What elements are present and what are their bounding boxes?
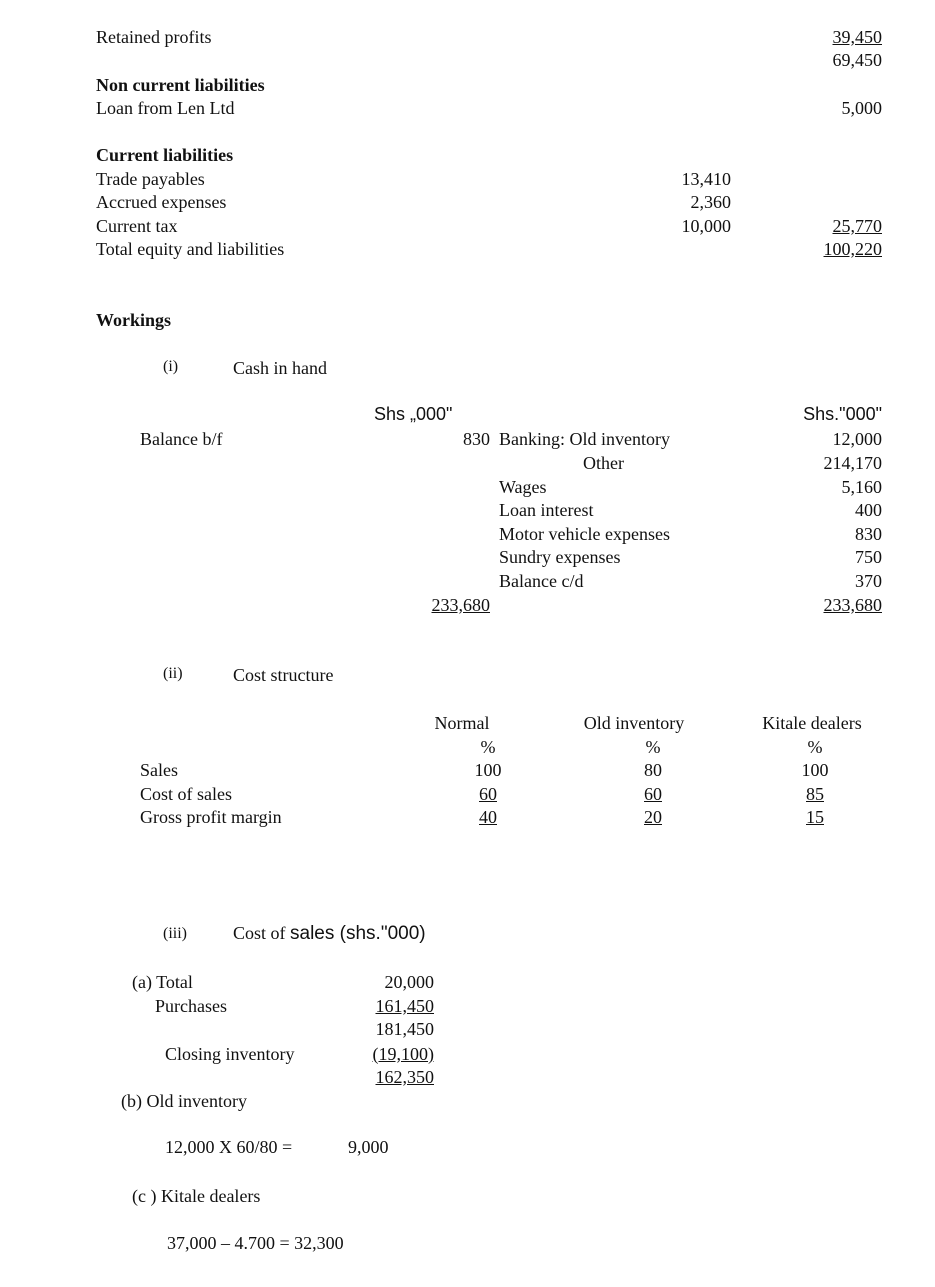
- cash-credit-header: Shs."000": [803, 404, 882, 424]
- percent-unit: %: [480, 737, 496, 757]
- cost-cell: 20: [644, 807, 662, 827]
- cost-of-sales-title: [233, 924, 426, 943]
- non-current-liabilities-heading: Non current liabilities: [96, 75, 265, 95]
- current-tax-value: 10,000: [681, 216, 731, 236]
- accrued-expenses-value: 2,360: [690, 192, 731, 212]
- cost-row-label: Sales: [140, 760, 178, 780]
- cost-of-sales-title-part2: sales (shs."000): [290, 923, 426, 944]
- closing-inventory-label: Closing inventory: [165, 1044, 295, 1064]
- workings-heading: Workings: [96, 310, 172, 330]
- subtotal-value: 181,450: [375, 1019, 434, 1039]
- cost-cell: 85: [806, 784, 824, 804]
- cash-credit-value: 12,000: [832, 429, 882, 449]
- cash-credit-total: 233,680: [823, 595, 882, 615]
- old-inventory-calculation: 12,000 X 60/80 =: [165, 1137, 293, 1157]
- loan-label: Loan from Len Ltd: [96, 98, 235, 118]
- trade-payables-value: 13,410: [681, 169, 731, 189]
- working-iii-number: (iii): [163, 925, 187, 942]
- total-equity-liabilities-label: Total equity and liabilities: [96, 239, 285, 259]
- cash-in-hand-title: Cash in hand: [233, 358, 327, 378]
- cash-credit-label: Banking: Old inventory: [499, 429, 670, 449]
- total-cost-of-sales-value: 162,350: [375, 1067, 434, 1087]
- column-header-old-inventory: Old inventory: [583, 713, 685, 733]
- cost-cell: 60: [479, 784, 497, 804]
- cash-credit-label: Balance c/d: [499, 571, 584, 591]
- percent-unit: %: [645, 737, 661, 757]
- current-tax-label: Current tax: [96, 216, 178, 236]
- cash-debit-header: Shs „000": [374, 404, 453, 424]
- cost-cell: 40: [479, 807, 497, 827]
- total-a-label: (a) Total: [132, 972, 193, 992]
- working-i-number: (i): [163, 358, 179, 375]
- percent-unit: %: [807, 737, 823, 757]
- column-header-normal: Normal: [434, 713, 490, 733]
- cost-cell: 15: [806, 807, 824, 827]
- cash-credit-label: Sundry expenses: [499, 547, 621, 567]
- equity-total: 69,450: [832, 50, 882, 70]
- retained-profits-label: Retained profits: [96, 27, 212, 47]
- retained-profits-value: 39,450: [832, 27, 882, 47]
- kitale-dealers-c-label: (c ) Kitale dealers: [132, 1186, 261, 1206]
- cash-debit-total: 233,680: [431, 595, 490, 615]
- cost-cell: 80: [644, 760, 662, 780]
- current-liabilities-heading: Current liabilities: [96, 145, 234, 165]
- accrued-expenses-label: Accrued expenses: [96, 192, 227, 212]
- working-ii-number: (ii): [163, 665, 183, 682]
- loan-value: 5,000: [841, 98, 882, 118]
- cost-of-sales-title-part1: Cost of: [233, 923, 291, 943]
- cash-credit-value: 5,160: [841, 477, 882, 497]
- old-inventory-result: 9,000: [348, 1137, 389, 1157]
- cash-credit-value: 370: [855, 571, 882, 591]
- balance-bf-value: 830: [463, 429, 490, 449]
- total-equity-liabilities-value: 100,220: [823, 239, 882, 259]
- cash-credit-value: 214,170: [823, 453, 882, 473]
- closing-inventory-value: (19,100): [372, 1044, 434, 1064]
- cost-row-label: Gross profit margin: [140, 807, 282, 827]
- cost-structure-title: Cost structure: [233, 665, 334, 685]
- current-liabilities-total: 25,770: [832, 216, 882, 236]
- old-inventory-b-label: (b) Old inventory: [121, 1091, 247, 1111]
- kitale-dealers-calculation: 37,000 – 4.700 = 32,300: [167, 1233, 344, 1253]
- cash-credit-label: Wages: [499, 477, 547, 497]
- purchases-value: 161,450: [375, 996, 434, 1016]
- cash-credit-label: Motor vehicle expenses: [499, 524, 670, 544]
- purchases-label: Purchases: [155, 996, 227, 1016]
- trade-payables-label: Trade payables: [96, 169, 205, 189]
- cost-cell: 100: [474, 760, 502, 780]
- opening-inventory-value: 20,000: [384, 972, 434, 992]
- cash-credit-value: 750: [855, 547, 882, 567]
- cash-credit-value: 830: [855, 524, 882, 544]
- column-header-kitale-dealers: Kitale dealers: [762, 713, 862, 733]
- cost-row-label: Cost of sales: [140, 784, 232, 804]
- cash-credit-value: 400: [855, 500, 882, 520]
- cash-credit-label: Loan interest: [499, 500, 594, 520]
- balance-bf-label: Balance b/f: [140, 429, 223, 449]
- cost-cell: 60: [644, 784, 662, 804]
- cost-cell: 100: [801, 760, 829, 780]
- cash-credit-label: Other: [583, 453, 624, 473]
